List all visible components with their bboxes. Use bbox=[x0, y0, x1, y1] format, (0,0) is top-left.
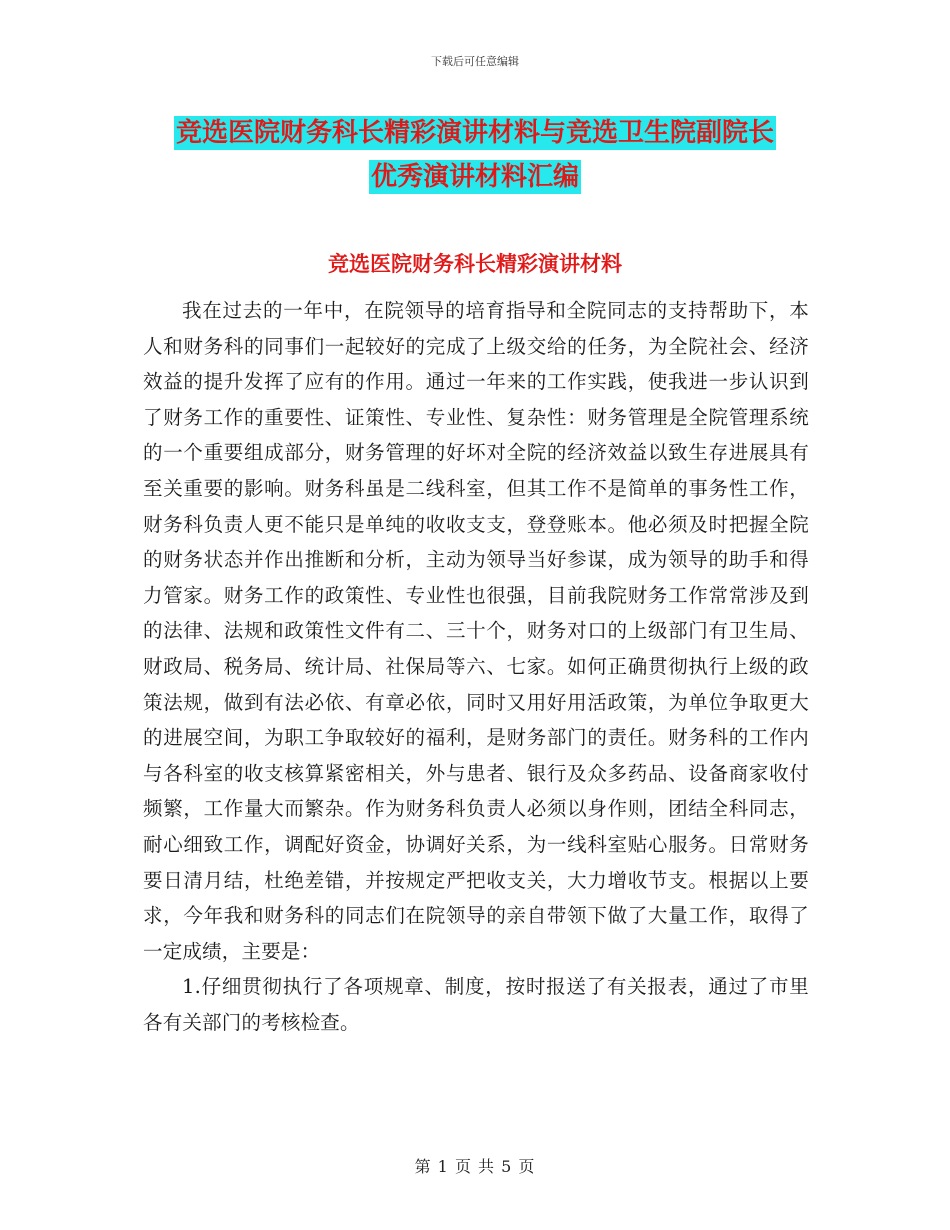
body-paragraph-2: 1.仔细贯彻执行了各项规章、制度，按时报送了有关报表，通过了市里各有关部门的考核检查。 bbox=[143, 975, 809, 1034]
page-number-footer: 第 1 页 共 5 页 bbox=[414, 1157, 536, 1176]
section-title: 竞选医院财务科长精彩演讲材料 bbox=[328, 252, 622, 276]
document-title-line-2-text: 优秀演讲材料汇编 bbox=[370, 162, 579, 192]
document-title-line-1-text: 竞选医院财务科长精彩演讲材料与竞选卫生院副院长 bbox=[175, 118, 774, 148]
document-title-line-1 bbox=[0, 112, 950, 149]
body-text bbox=[143, 293, 809, 1040]
body-paragraph-1: 我在过去的一年中，在院领导的培育指导和全院同志的支持帮助下，本人和财务科的同事们一起较好的完成了上级交给的任务，为全院社会、经济效益的提升发挥了应有的作用。通过一年来的工作实践，使我进一步认识到了财务工作的重要性、证策性、专业性、复杂性：财务管理是全院管理系统的一个重要组成部分，财务管理的好坏对全院的经济效益以致生存进展具有至关重要的影响。财务科虽是二线科室，但其工作不是简单的事务性工作，财务科负责人更不能只是单纯的收收支支，登登账本。他必须及时把握全院的财务状态并作出推断和分析，主动为领导当好参谋，成为领导的助手和得力管家。财务工作的政策性、专业性也很强，目前我院财务工作常常涉及到的法律、法规和政策性文件有二、三十个，财务对口的上级部门有卫生局、财政局、税务局、统计局、社保局等六、七家。如何正确贯彻执行上级的政策法规，做到有法必依、有章必依，同时又用好用活政策，为单位争取更大的进展空间，为职工争取较好的福利，是财务部门的责任。财务科的工作内与各科室的收支核算紧密相关，外与患者、银行及众多药品、设备商家收付频繁，工作量大而繁杂。作为财务科负责人必须以身作则，团结全科同志，耐心细致工作，调配好资金，协调好关系，为一线科室贴心服务。日常财务要日清月结，杜绝差错，并按规定严把收支关，大力增收节支。根据以上要求，今年我和财务科的同志们在院领导的亲自带领下做了大量工作，取得了一定成绩，主要是： bbox=[143, 299, 809, 963]
document-title-line-2 bbox=[0, 156, 950, 193]
header-note: 下载后可任意编辑 bbox=[431, 55, 519, 68]
